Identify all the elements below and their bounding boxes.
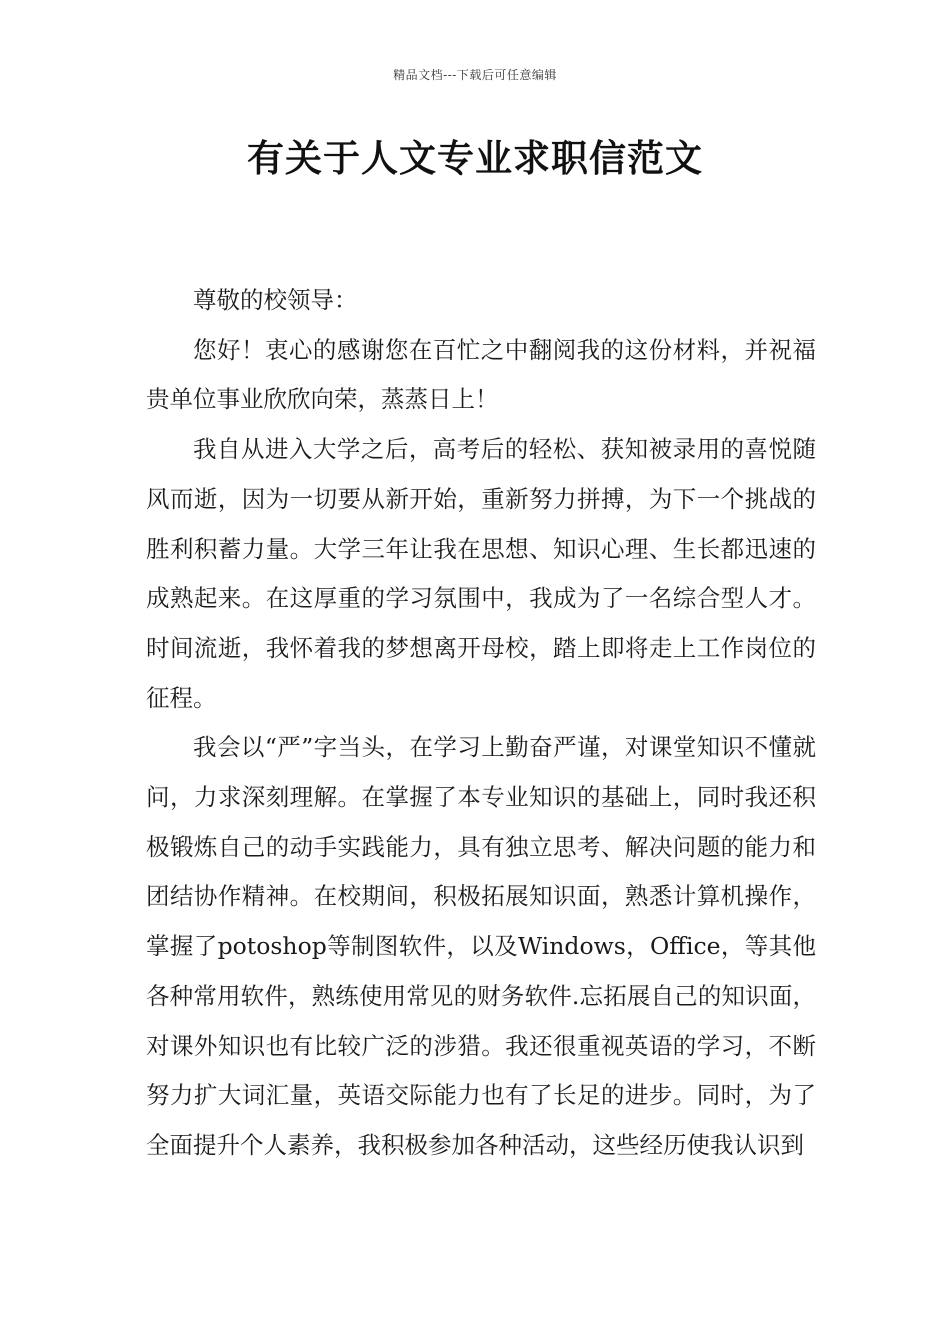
document-body bbox=[146, 276, 816, 1171]
document-title: 有关于人文专业求职信范文 bbox=[247, 136, 703, 180]
salutation: 尊敬的校领导： bbox=[193, 286, 358, 314]
paragraph-university: 我自从进入大学之后，高考后的轻松、获知被录用的喜悦随风而逝，因为一切要从新开始，重新努力拼搏，为下一个挑战的胜利积蓄力量。大学三年让我在思想、知识心理、生长都迅速的成熟起来。在这厚重的学习氛围中，我成为了一名综合型人才。时间流逝，我怀着我的梦想离开母校，踏上即将走上工作岗位的征程。 bbox=[146, 435, 816, 712]
paragraph-skills: 我会以“严”字当头，在学习上勤奋严谨，对课堂知识不懂就问，力求深刻理解。在掌握了本专业知识的基础上，同时我还积极锻炼自己的动手实践能力，具有独立思考、解决问题的能力和团结协作精神。在校期间，积极拓展知识面，熟悉计算机操作，掌握了potoshop等制图软件，以及Windows，Office，等其他各种常用软件，熟练使用常见的财务软件.忘拓展自己的知识面，对课外知识也有比较广泛的涉猎。我还很重视英语的学习，不断努力扩大词汇量，英语交际能力也有了长足的进步。同时，为了全面提升个人素养，我积极参加各种活动，这些经历使我认识到 bbox=[146, 733, 816, 1159]
paragraph-greeting: 您好！衷心的感谢您在百忙之中翻阅我的这份材料，并祝福贵单位事业欣欣向荣，蒸蒸日上！ bbox=[146, 335, 816, 414]
header-note: 精品文档---下载后可任意编辑 bbox=[393, 68, 557, 82]
